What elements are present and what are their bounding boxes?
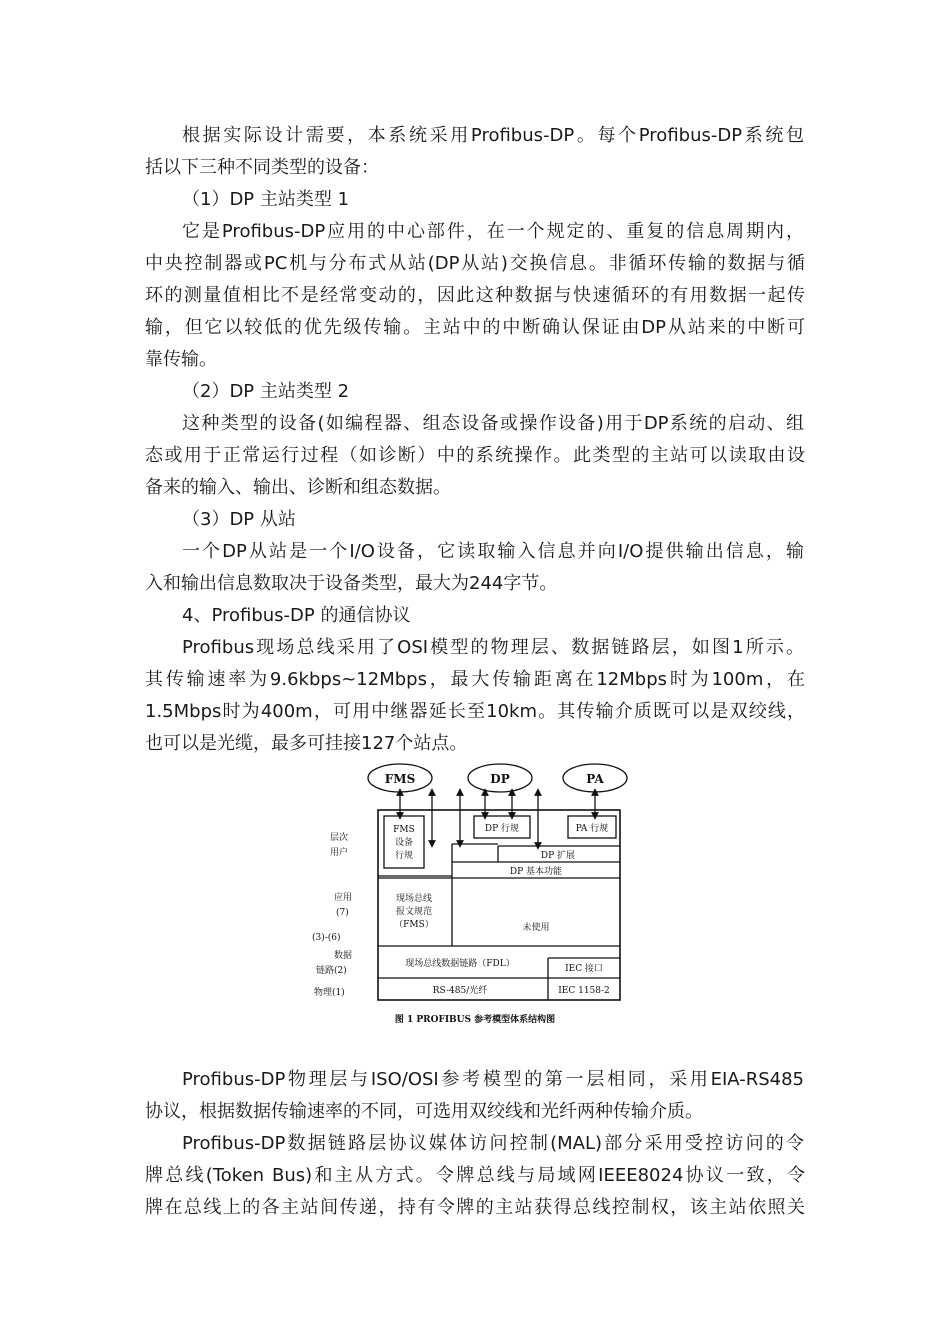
paragraph-line: Profibus-DP物理层与ISO/OSI参考模型的第一层相同，采用EIA-RS485 <box>182 1069 804 1090</box>
pa-label: PA <box>586 772 604 786</box>
paragraph-line: Profibus-DP数据链路层协议媒体访问控制(MAL)部分采用受控访问的令 <box>182 1133 804 1154</box>
paragraph-line: 输，但它以较低的优先级传输。主站中的中断确认保证由DP从站来的中断可 <box>145 317 805 338</box>
paragraph-line: 靠传输。 <box>145 349 217 370</box>
paragraph-line: 一个DP从站是一个I/O设备，它读取输入信息并向I/O提供输出信息，输 <box>182 541 804 562</box>
layer-link-label: 链路(2) <box>316 966 347 976</box>
pa-profile-label: PA 行规 <box>575 824 609 834</box>
paragraph-line: 1.5Mbps时为400m，可用中继器延长至10km。其传输介质既可以是双绞线， <box>145 701 805 722</box>
paragraph-line: 也可以是光缆，最多可挂接127个站点。 <box>145 733 468 754</box>
paragraph-line: 这种类型的设备(如编程器、组态设备或操作设备)用于DP系统的启动、组 <box>182 413 804 434</box>
layer-app-label: 应用 <box>334 893 353 903</box>
paragraph-line: 中央控制器或PC机与分布式从站(DP从站)交换信息。非循环传输的数据与循 <box>145 253 805 274</box>
figure-caption: 图 1 PROFIBUS 参考模型体系结构图 <box>394 1015 556 1025</box>
section-heading: （3）DP 从站 <box>182 509 296 530</box>
fms-message-label: 报文规范 <box>395 907 433 917</box>
paragraph-line: 根据实际设计需要，本系统采用Profibus-DP。每个Profibus-DP系统包 <box>182 125 804 146</box>
layer-phys-label: 物理(1) <box>314 988 345 998</box>
rs485-label: RS-485/光纤 <box>432 986 488 996</box>
fms-profile-label: FMS <box>393 825 415 835</box>
paragraph-line: 括以下三种不同类型的设备： <box>145 157 379 178</box>
layer-link-label: 数据 <box>334 951 353 961</box>
profibus-reference-model-figure <box>310 758 640 1033</box>
iec1158-label: IEC 1158-2 <box>558 986 610 996</box>
paragraph-line: 牌总线(Token Bus)和主从方式。令牌总线与局域网IEEE8024协议一致，令 <box>145 1165 805 1186</box>
iec-interface-label: IEC 接口 <box>565 964 603 974</box>
fms-label: FMS <box>384 772 416 786</box>
dp-profile-label: DP 行规 <box>484 824 520 834</box>
dp-basic-label: DP 基本功能 <box>509 867 563 877</box>
fms-profile-label: 设备 <box>394 838 414 848</box>
paragraph-line: 备来的输入、输出、诊断和组态数据。 <box>145 477 451 498</box>
paragraph-line: 协议，根据数据传输速率的不同，可选用双绞线和光纤两种传输介质。 <box>145 1101 703 1122</box>
layer-app-label: (7) <box>336 908 349 918</box>
paragraph-line: 它是Profibus-DP应用的中心部件，在一个规定的、重复的信息周期内， <box>182 221 804 242</box>
paragraph-line: 牌在总线上的各主站间传递，持有令牌的主站获得总线控制权，该主站依照关 <box>145 1197 805 1218</box>
paragraph-line: 入和输出信息数取决于设备类型，最大为244字节。 <box>145 573 558 594</box>
layer-mid-label: (3)-(6) <box>312 933 341 943</box>
paragraph-line: Profibus现场总线采用了OSI模型的物理层、数据链路层，如图1所示。 <box>182 637 804 658</box>
paragraph-line: 态或用于正常运行过程（如诊断）中的系统操作。此类型的主站可以读取由设 <box>145 445 805 466</box>
layer-user-label: 层次 <box>330 833 349 843</box>
section-heading: （2）DP 主站类型 2 <box>182 381 350 402</box>
unused-label: 未使用 <box>522 923 550 933</box>
section-heading: 4、Profibus-DP 的通信协议 <box>182 605 411 626</box>
fms-profile-label: 行规 <box>394 851 414 861</box>
section-heading: （1）DP 主站类型 1 <box>182 189 350 210</box>
layer-user-label: 用户 <box>330 848 349 858</box>
dp-extension-label: DP 扩展 <box>540 851 576 861</box>
dp-label: DP <box>490 772 510 786</box>
paragraph-line: 其传输速率为9.6kbps~12Mbps，最大传输距离在12Mbps时为100m，在 <box>145 669 806 690</box>
fms-message-label: （FMS） <box>394 920 434 930</box>
paragraph-line: 环的测量值相比不是经常变动的，因此这种数据与快速循环的有用数据一起传 <box>145 285 805 306</box>
profibus-diagram <box>310 758 640 1033</box>
fdl-label: 现场总线数据链路（FDL） <box>405 959 515 969</box>
fms-message-label: 现场总线 <box>395 894 433 904</box>
